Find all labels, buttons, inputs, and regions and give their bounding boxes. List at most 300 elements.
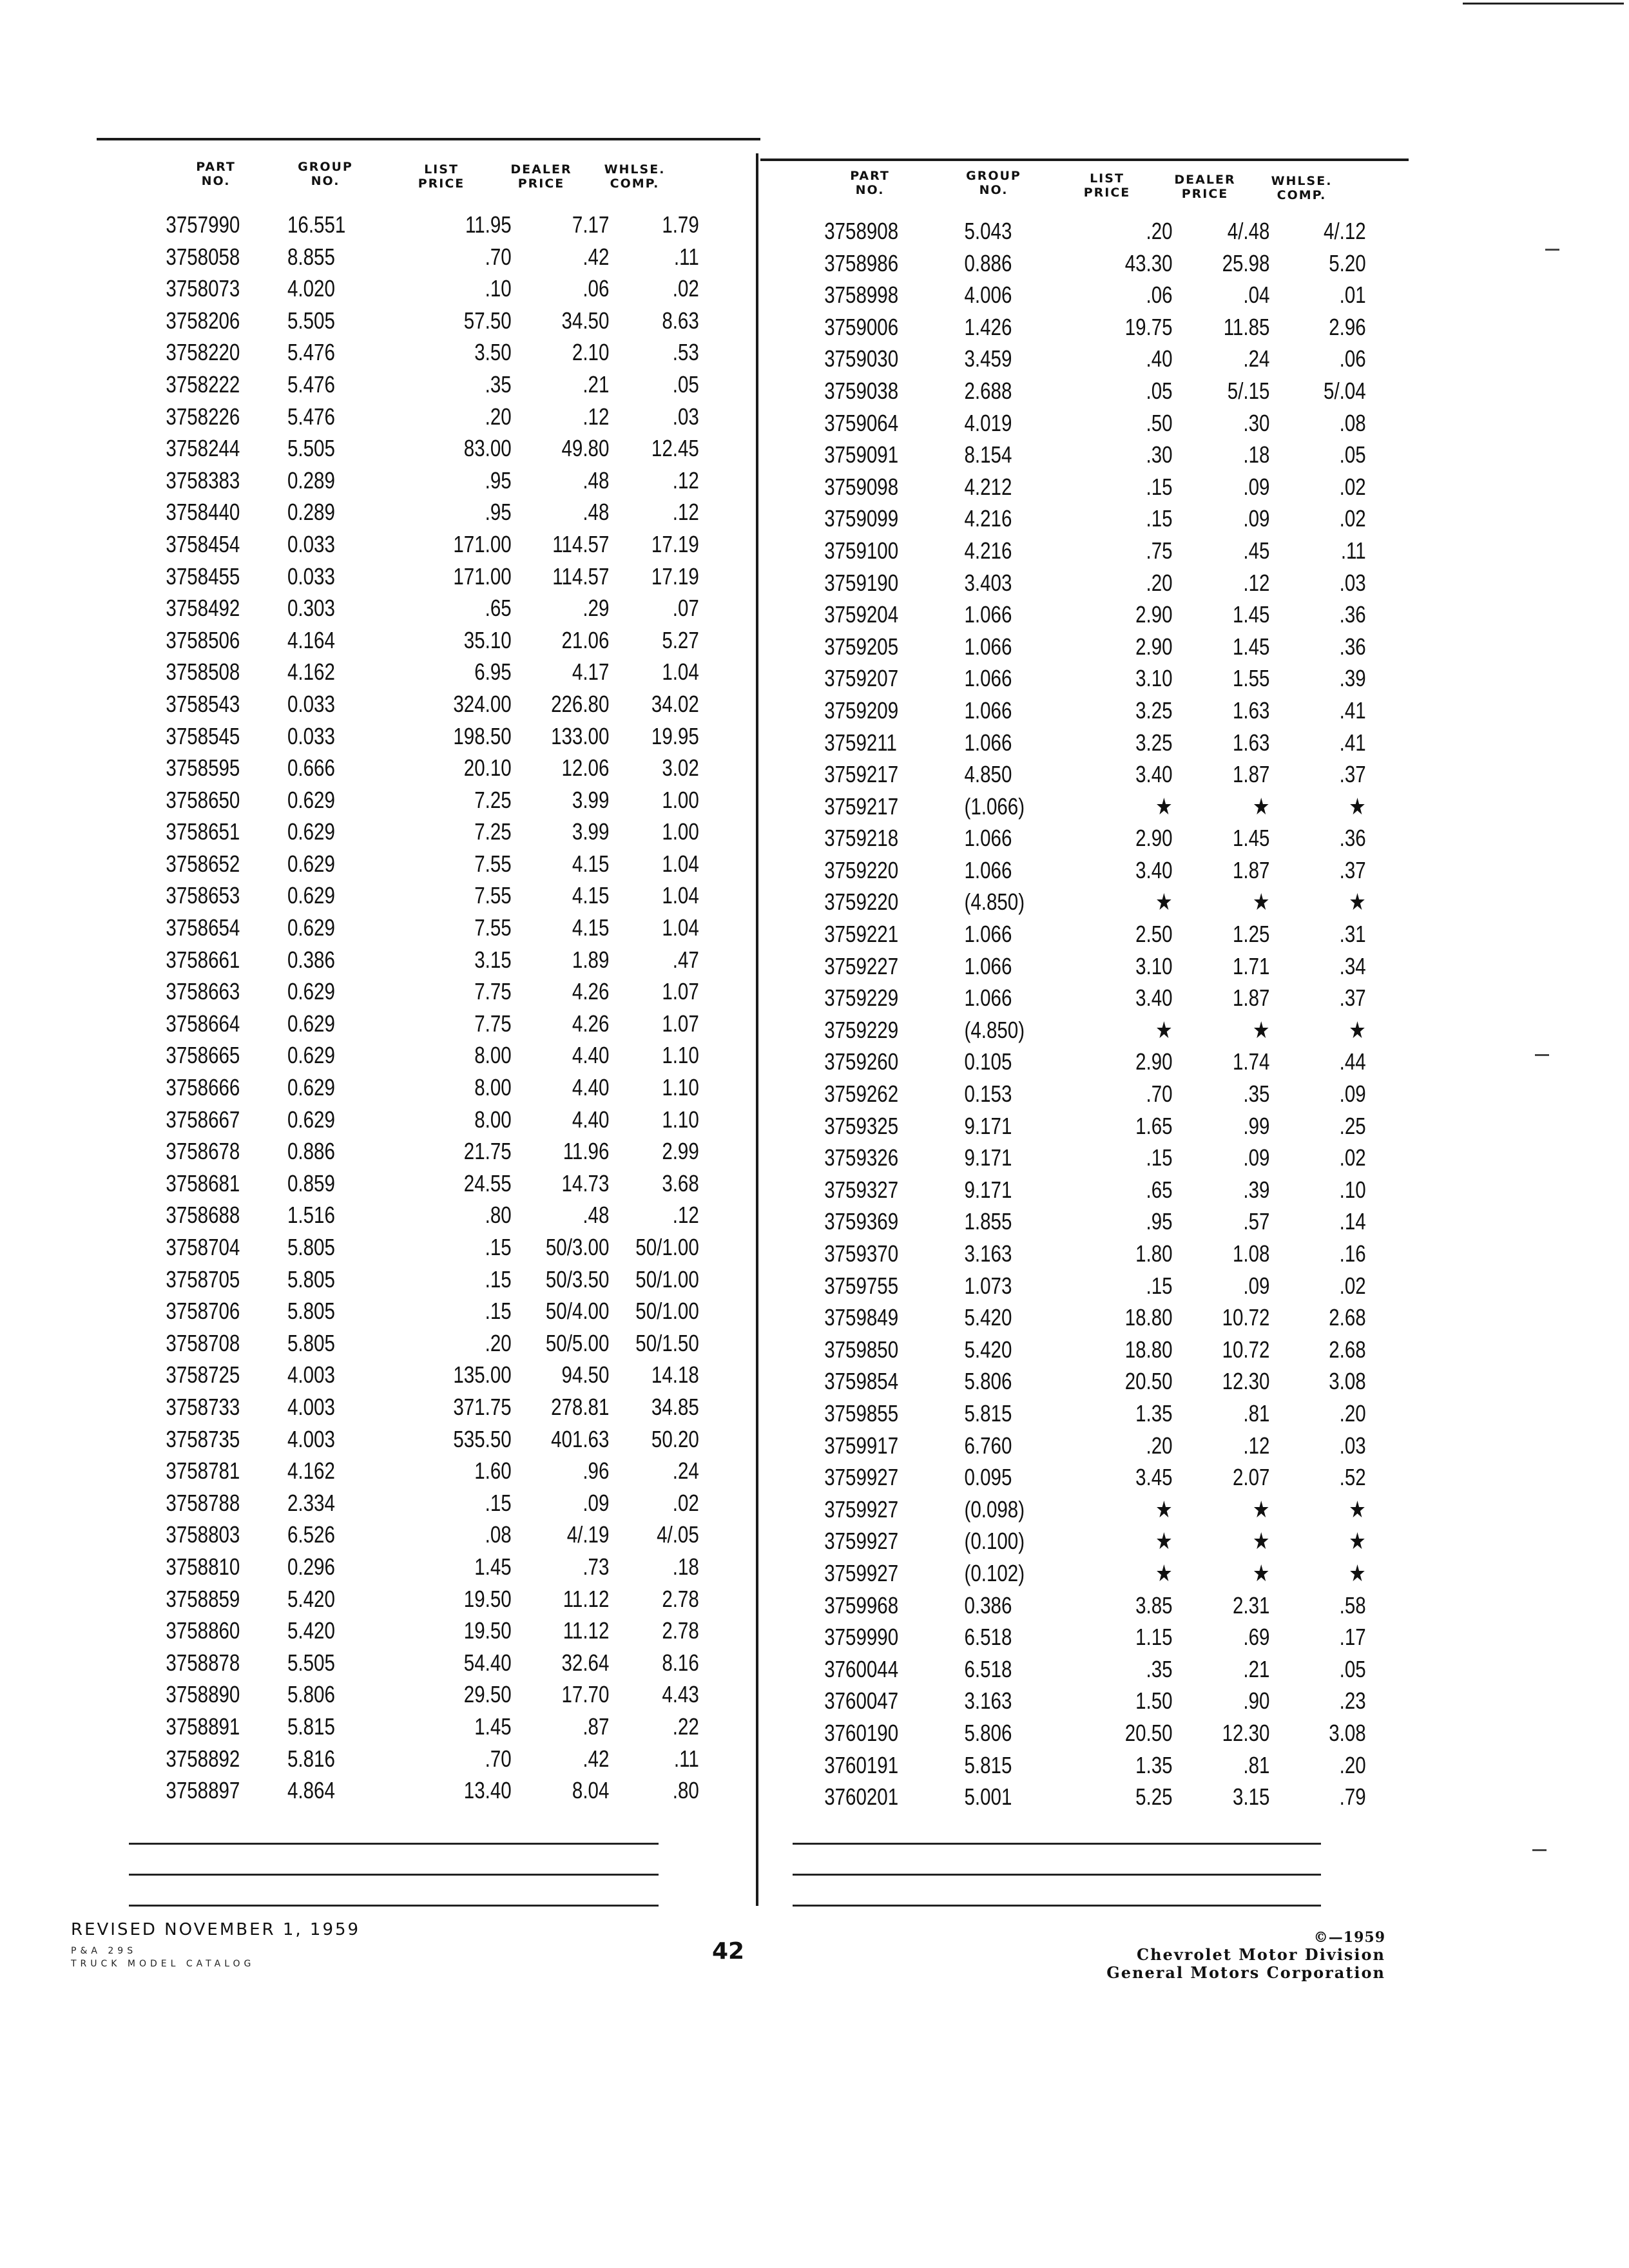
list-price-cell: ★ <box>1155 793 1173 820</box>
dealer-price-cell: .35 <box>1243 1081 1270 1108</box>
group-no-cell: 0.629 <box>287 978 335 1005</box>
list-price-cell: 3.50 <box>474 339 512 366</box>
dealer-price-cell: 10.72 <box>1222 1304 1270 1331</box>
list-price-cell: .95 <box>485 466 512 494</box>
whlse-comp-cell: 1.79 <box>662 211 699 238</box>
dealer-price-cell: 4.26 <box>572 1010 610 1037</box>
part-no-cell: 3759220 <box>824 856 899 883</box>
dealer-price-cell: 1.25 <box>1232 921 1270 948</box>
whlse-comp-cell: ★ <box>1349 1495 1366 1523</box>
list-price-cell: 371.75 <box>453 1393 512 1420</box>
dealer-price-cell: .18 <box>1243 441 1270 468</box>
part-no-cell: 3759204 <box>824 601 899 628</box>
list-price-cell: 19.50 <box>463 1617 512 1644</box>
part-no-cell: 3759849 <box>824 1304 899 1331</box>
dealer-price-cell: 49.80 <box>561 435 610 462</box>
list-price-cell: ★ <box>1155 1495 1173 1523</box>
table-row <box>129 784 710 816</box>
table-row <box>793 1781 1374 1813</box>
dealer-price-cell: 4.17 <box>572 658 610 686</box>
part-no-cell: 3759099 <box>824 505 899 532</box>
group-no-cell: 4.162 <box>287 658 335 686</box>
dealer-price-cell: 133.00 <box>551 722 610 749</box>
part-no-cell: 3758705 <box>166 1265 240 1293</box>
group-no-cell: 5.001 <box>964 1783 1012 1811</box>
list-price-cell: 7.55 <box>474 914 512 941</box>
dealer-price-cell: 1.71 <box>1232 952 1270 979</box>
group-no-cell: 1.066 <box>964 601 1012 628</box>
dealer-price-cell: ★ <box>1252 793 1270 820</box>
whlse-comp-cell: .01 <box>1339 282 1366 309</box>
group-no-cell: 0.095 <box>964 1464 1012 1491</box>
footer-right <box>1106 1929 1385 1982</box>
part-no-cell: 3758667 <box>166 1106 240 1133</box>
group-no-cell: 3.459 <box>964 345 1012 372</box>
part-no-cell: 3759227 <box>824 952 899 979</box>
dealer-price-cell: 1.87 <box>1232 761 1270 788</box>
group-no-cell: 4.212 <box>964 473 1012 500</box>
table-row <box>793 854 1374 887</box>
whlse-comp-cell: .05 <box>1339 1655 1366 1682</box>
whlse-comp-cell: .02 <box>672 275 699 302</box>
part-no-cell: 3757990 <box>166 211 240 238</box>
part-no-cell: 3759100 <box>824 537 899 564</box>
group-no-cell: 4.864 <box>287 1777 335 1804</box>
whlse-comp-cell: .58 <box>1339 1591 1366 1619</box>
group-no-cell: 0.386 <box>287 946 335 973</box>
whlse-comp-cell: 34.85 <box>651 1393 699 1420</box>
whlse-comp-cell: .36 <box>1339 633 1366 660</box>
group-no-cell: 0.666 <box>287 754 335 782</box>
top-corner-rule <box>1463 3 1624 5</box>
group-no-cell: 5.476 <box>287 370 335 398</box>
part-no-cell: 3759927 <box>824 1559 899 1586</box>
dealer-price-cell: .48 <box>583 1202 610 1229</box>
list-price-cell: 1.60 <box>474 1457 512 1485</box>
dealer-price-cell: .42 <box>583 1745 610 1772</box>
table-row <box>129 752 710 784</box>
part-no-cell: 3758383 <box>166 466 240 494</box>
whlse-comp-cell: 4.43 <box>662 1681 699 1708</box>
whlse-comp-cell: .02 <box>1339 505 1366 532</box>
list-price-cell: 1.45 <box>474 1713 512 1740</box>
part-no-cell: 3759091 <box>824 441 899 468</box>
list-price-cell: 1.35 <box>1135 1399 1173 1427</box>
list-price-cell: .20 <box>485 1329 512 1356</box>
group-no-cell: 5.476 <box>287 403 335 430</box>
whlse-comp-cell: ★ <box>1349 793 1366 820</box>
list-price-cell: 3.25 <box>1135 697 1173 724</box>
dealer-price-cell: .90 <box>1243 1687 1270 1715</box>
part-no-cell: 3758220 <box>166 339 240 366</box>
table-row <box>793 503 1374 535</box>
whlse-comp-cell: 17.19 <box>651 530 699 557</box>
group-no-cell: 1.066 <box>964 856 1012 883</box>
part-no-cell: 3759098 <box>824 473 899 500</box>
part-no-cell: 3759229 <box>824 985 899 1012</box>
part-no-cell: 3759229 <box>824 1016 899 1043</box>
part-no-cell: 3760044 <box>824 1655 899 1682</box>
list-price-cell: 19.75 <box>1124 313 1173 340</box>
whlse-comp-cell: .79 <box>1339 1783 1366 1811</box>
group-no-cell: 0.033 <box>287 690 335 717</box>
whlse-comp-cell: .02 <box>672 1489 699 1516</box>
table-row <box>129 1583 710 1615</box>
table-row <box>793 1717 1374 1749</box>
table-row <box>793 1046 1374 1078</box>
part-no-cell: 3758073 <box>166 275 240 302</box>
header-list-price: LIST PRICE <box>418 162 465 191</box>
list-price-cell: 2.90 <box>1135 601 1173 628</box>
group-no-cell: 6.518 <box>964 1655 1012 1682</box>
whlse-comp-cell: 50/1.00 <box>635 1265 699 1293</box>
part-no-cell: 3758897 <box>166 1777 240 1804</box>
table-row <box>129 1711 710 1743</box>
dealer-price-cell: 4/.48 <box>1227 218 1270 244</box>
list-price-cell: 19.50 <box>463 1585 512 1612</box>
table-row <box>793 439 1374 471</box>
part-no-cell: 3759006 <box>824 313 899 340</box>
dealer-price-cell: 1.74 <box>1232 1048 1270 1075</box>
list-price-cell: 5.25 <box>1135 1783 1173 1811</box>
dealer-price-cell: 2.07 <box>1232 1464 1270 1491</box>
part-no-cell: 3758892 <box>166 1745 240 1772</box>
part-no-cell: 3758244 <box>166 435 240 462</box>
dealer-price-cell: ★ <box>1252 1495 1270 1523</box>
list-price-cell: .15 <box>1146 1144 1173 1171</box>
group-no-cell: 0.153 <box>964 1081 1012 1108</box>
list-price-cell: .40 <box>1146 345 1173 372</box>
list-price-cell: .15 <box>485 1489 512 1516</box>
page-number: 42 <box>712 1938 745 1965</box>
table-row <box>793 822 1374 854</box>
whlse-comp-cell: .20 <box>1339 1399 1366 1427</box>
whlse-comp-cell: .22 <box>672 1713 699 1740</box>
part-no-cell: 3758666 <box>166 1074 240 1101</box>
whlse-comp-cell: .12 <box>672 1202 699 1229</box>
table-row <box>129 1135 710 1168</box>
dealer-price-cell: .87 <box>583 1713 610 1740</box>
group-no-cell: 1.066 <box>964 985 1012 1012</box>
list-price-cell: .08 <box>485 1521 512 1548</box>
list-price-cell: 2.90 <box>1135 825 1173 852</box>
part-no-cell: 3759260 <box>824 1048 899 1075</box>
table-row <box>793 918 1374 950</box>
part-no-cell: 3759209 <box>824 697 899 724</box>
whlse-comp-cell: 4/.12 <box>1324 218 1366 244</box>
dealer-price-cell: .09 <box>583 1489 610 1516</box>
dealer-price-cell: 4.40 <box>572 1042 610 1069</box>
list-price-cell: 13.40 <box>463 1777 512 1804</box>
whlse-comp-cell: .52 <box>1339 1464 1366 1491</box>
part-no-cell: 3758735 <box>166 1425 240 1452</box>
group-no-cell: 9.171 <box>964 1176 1012 1203</box>
part-no-cell: 3758653 <box>166 882 240 909</box>
group-no-cell: 0.296 <box>287 1553 335 1580</box>
whlse-comp-cell: 2.78 <box>662 1617 699 1644</box>
group-no-cell: 1.066 <box>964 825 1012 852</box>
group-no-cell: 5.805 <box>287 1298 335 1325</box>
group-no-cell: (4.850) <box>964 889 1025 916</box>
table-row <box>129 1008 710 1040</box>
group-no-cell: 5.420 <box>964 1336 1012 1363</box>
group-no-cell: (0.100) <box>964 1528 1025 1555</box>
list-price-cell: .15 <box>485 1265 512 1293</box>
whlse-comp-cell: .03 <box>1339 569 1366 596</box>
part-no-cell: 3759190 <box>824 569 899 596</box>
part-no-cell: 3758663 <box>166 978 240 1005</box>
dealer-price-cell: 11.85 <box>1223 313 1270 340</box>
dealer-price-cell: 114.57 <box>552 530 610 557</box>
group-no-cell: 0.629 <box>287 882 335 909</box>
dealer-price-cell: 11.12 <box>563 1585 610 1612</box>
dealer-price-cell: .99 <box>1243 1112 1270 1139</box>
group-no-cell: 5.815 <box>287 1713 335 1740</box>
list-price-cell: .20 <box>1146 218 1173 244</box>
corporation-name: General Motors Corporation <box>1106 1963 1385 1982</box>
dealer-price-cell: 2.10 <box>572 339 610 366</box>
dealer-price-cell: 7.17 <box>572 211 610 238</box>
whlse-comp-cell: .14 <box>1339 1208 1366 1235</box>
group-no-cell: 5.816 <box>287 1745 335 1772</box>
dealer-price-cell: .12 <box>1243 1432 1270 1459</box>
whlse-comp-cell: 19.95 <box>651 722 699 749</box>
group-no-cell: 4.020 <box>287 275 335 302</box>
table-row <box>129 1039 710 1072</box>
table-row <box>129 720 710 753</box>
part-no-cell: 3758440 <box>166 499 240 526</box>
part-no-cell: 3758506 <box>166 626 240 653</box>
group-no-cell: 2.334 <box>287 1489 335 1516</box>
table-row <box>793 662 1374 695</box>
dealer-price-cell: 4.15 <box>572 882 610 909</box>
list-price-cell: 1.65 <box>1135 1112 1173 1139</box>
dealer-price-cell: .09 <box>1243 473 1270 500</box>
list-price-cell: 198.50 <box>453 722 512 749</box>
group-no-cell: (1.066) <box>964 793 1025 820</box>
table-row <box>129 1551 710 1583</box>
whlse-comp-cell: 3.08 <box>1329 1719 1366 1746</box>
list-price-cell: 24.55 <box>463 1169 512 1196</box>
part-no-cell: 3758492 <box>166 595 240 622</box>
table-row <box>793 1430 1374 1462</box>
group-no-cell: (4.850) <box>964 1016 1025 1043</box>
whlse-comp-cell: .44 <box>1339 1048 1366 1075</box>
part-no-cell: 3759218 <box>824 825 899 852</box>
list-price-cell: .15 <box>1146 505 1173 532</box>
group-no-cell: 5.805 <box>287 1265 335 1293</box>
whlse-comp-cell: 5/.04 <box>1324 377 1366 404</box>
list-price-cell: 8.00 <box>474 1042 512 1069</box>
list-price-cell: 35.10 <box>463 626 512 653</box>
group-no-cell: 1.066 <box>964 697 1012 724</box>
table-row <box>793 1398 1374 1430</box>
group-no-cell: 4.003 <box>287 1393 335 1420</box>
revision-date: REVISED NOVEMBER 1, 1959 <box>71 1920 361 1939</box>
list-price-cell: 20.10 <box>463 754 512 782</box>
list-price-cell: .30 <box>1146 441 1173 468</box>
left-column-headers <box>129 160 696 205</box>
table-row <box>129 273 710 305</box>
whlse-comp-cell: .23 <box>1339 1687 1366 1715</box>
table-row <box>793 1590 1374 1622</box>
group-no-cell: 5.505 <box>287 1649 335 1676</box>
part-no-cell: 3759854 <box>824 1368 899 1395</box>
group-no-cell: 5.420 <box>287 1617 335 1644</box>
table-row <box>129 1615 710 1647</box>
part-no-cell: 3758222 <box>166 370 240 398</box>
list-price-cell: 3.40 <box>1135 761 1173 788</box>
whlse-comp-cell: 4/.05 <box>657 1521 699 1548</box>
whlse-comp-cell: .20 <box>1339 1751 1366 1778</box>
part-no-cell: 3759370 <box>824 1240 899 1267</box>
whlse-comp-cell: 3.08 <box>1329 1368 1366 1395</box>
group-no-cell: 5.420 <box>287 1585 335 1612</box>
group-no-cell: 0.886 <box>287 1138 335 1165</box>
list-price-cell: .35 <box>485 370 512 398</box>
whlse-comp-cell: .12 <box>672 499 699 526</box>
table-row <box>129 1104 710 1136</box>
table-row <box>793 279 1374 311</box>
table-row <box>793 950 1374 983</box>
table-row <box>129 975 710 1008</box>
list-price-cell: 11.95 <box>465 211 512 238</box>
list-price-cell: 21.75 <box>463 1138 512 1165</box>
whlse-comp-cell: .02 <box>1339 473 1366 500</box>
part-no-cell: 3760201 <box>824 1783 899 1811</box>
list-price-cell: 57.50 <box>463 307 512 334</box>
table-row <box>129 209 710 241</box>
part-no-cell: 3758706 <box>166 1298 240 1325</box>
dealer-price-cell: ★ <box>1252 889 1270 916</box>
list-price-cell: 1.45 <box>474 1553 512 1580</box>
table-row <box>793 1078 1374 1110</box>
part-no-cell: 3759855 <box>824 1399 899 1427</box>
part-no-cell: 3759990 <box>824 1624 899 1651</box>
dealer-price-cell: 10.72 <box>1222 1336 1270 1363</box>
whlse-comp-cell: 2.78 <box>662 1585 699 1612</box>
whlse-comp-cell: .47 <box>672 946 699 973</box>
list-price-cell: 6.95 <box>474 658 512 686</box>
list-price-cell: .65 <box>1146 1176 1173 1203</box>
table-row <box>793 471 1374 503</box>
part-no-cell: 3758810 <box>166 1553 240 1580</box>
group-no-cell: 0.886 <box>964 249 1012 276</box>
table-row <box>129 1168 710 1200</box>
dealer-price-cell: .39 <box>1243 1176 1270 1203</box>
list-price-cell: 7.55 <box>474 850 512 877</box>
list-price-cell: .75 <box>1146 537 1173 564</box>
group-no-cell: 0.629 <box>287 1074 335 1101</box>
list-price-cell: .20 <box>1146 569 1173 596</box>
dealer-price-cell: 1.87 <box>1232 985 1270 1012</box>
list-price-cell: 3.25 <box>1135 729 1173 756</box>
table-row <box>793 343 1374 375</box>
part-no-cell: 3759217 <box>824 761 899 788</box>
table-row <box>129 1264 710 1296</box>
table-row <box>793 1621 1374 1653</box>
group-no-cell: 1.855 <box>964 1208 1012 1235</box>
whlse-comp-cell: .08 <box>1339 409 1366 436</box>
list-price-cell: 18.80 <box>1124 1304 1173 1331</box>
list-price-cell: .70 <box>1146 1081 1173 1108</box>
table-row <box>129 688 710 720</box>
group-no-cell: (0.102) <box>964 1559 1025 1586</box>
part-no-cell: 3758733 <box>166 1393 240 1420</box>
group-no-cell: 5.043 <box>964 218 1012 244</box>
list-price-cell: 83.00 <box>463 435 512 462</box>
group-no-cell: 5.805 <box>287 1329 335 1356</box>
whlse-comp-cell: 17.19 <box>651 562 699 590</box>
list-price-cell: .20 <box>485 403 512 430</box>
whlse-comp-cell: .03 <box>1339 1432 1366 1459</box>
table-row <box>793 407 1374 439</box>
list-price-cell: .95 <box>1146 1208 1173 1235</box>
group-no-cell: 9.171 <box>964 1112 1012 1139</box>
whlse-comp-cell: 12.45 <box>651 435 699 462</box>
table-row <box>129 1519 710 1551</box>
part-no-cell: 3758986 <box>824 249 899 276</box>
part-no-cell: 3758650 <box>166 786 240 813</box>
whlse-comp-cell: .03 <box>672 403 699 430</box>
table-row <box>793 1525 1374 1557</box>
part-no-cell: 3759755 <box>824 1272 899 1299</box>
whlse-comp-cell: .06 <box>1339 345 1366 372</box>
dealer-price-cell: .57 <box>1243 1208 1270 1235</box>
table-row <box>793 311 1374 343</box>
part-no-cell: 3759326 <box>824 1144 899 1171</box>
table-row <box>793 1685 1374 1717</box>
left-bottom-rule <box>129 1843 659 1845</box>
dealer-price-cell: .06 <box>583 275 610 302</box>
table-row <box>129 1743 710 1775</box>
table-row <box>793 1334 1374 1366</box>
whlse-comp-cell: .37 <box>1339 856 1366 883</box>
group-no-cell: 4.850 <box>964 761 1012 788</box>
whlse-comp-cell: .37 <box>1339 985 1366 1012</box>
part-no-cell: 3758688 <box>166 1202 240 1229</box>
part-no-cell: 3759038 <box>824 377 899 404</box>
whlse-comp-cell: .36 <box>1339 601 1366 628</box>
part-no-cell: 3759917 <box>824 1432 899 1459</box>
dealer-price-cell: 8.04 <box>572 1777 610 1804</box>
part-no-cell: 3758651 <box>166 818 240 845</box>
group-no-cell: 2.688 <box>964 377 1012 404</box>
list-price-cell: 1.50 <box>1135 1687 1173 1715</box>
group-no-cell: 0.629 <box>287 914 335 941</box>
list-price-cell: .70 <box>485 243 512 270</box>
part-no-cell: 3760190 <box>824 1719 899 1746</box>
whlse-comp-cell: 1.10 <box>662 1106 699 1133</box>
group-no-cell: 6.526 <box>287 1521 335 1548</box>
part-no-cell: 3758878 <box>166 1649 240 1676</box>
table-row <box>129 432 710 465</box>
whlse-comp-cell: ★ <box>1349 1559 1366 1586</box>
group-no-cell: 0.629 <box>287 1010 335 1037</box>
part-no-cell: 3758654 <box>166 914 240 941</box>
group-no-cell: 5.806 <box>287 1681 335 1708</box>
list-price-cell: 2.50 <box>1135 921 1173 948</box>
part-no-cell: 3758652 <box>166 850 240 877</box>
list-price-cell: .06 <box>1146 282 1173 309</box>
dealer-price-cell: 12.06 <box>561 754 610 782</box>
part-no-cell: 3760191 <box>824 1751 899 1778</box>
dealer-price-cell: 278.81 <box>551 1393 610 1420</box>
header-whlse-comp: WHLSE. COMP. <box>604 162 666 191</box>
list-price-cell: 7.75 <box>474 978 512 1005</box>
table-row <box>129 528 710 561</box>
group-no-cell: 0.859 <box>287 1169 335 1196</box>
